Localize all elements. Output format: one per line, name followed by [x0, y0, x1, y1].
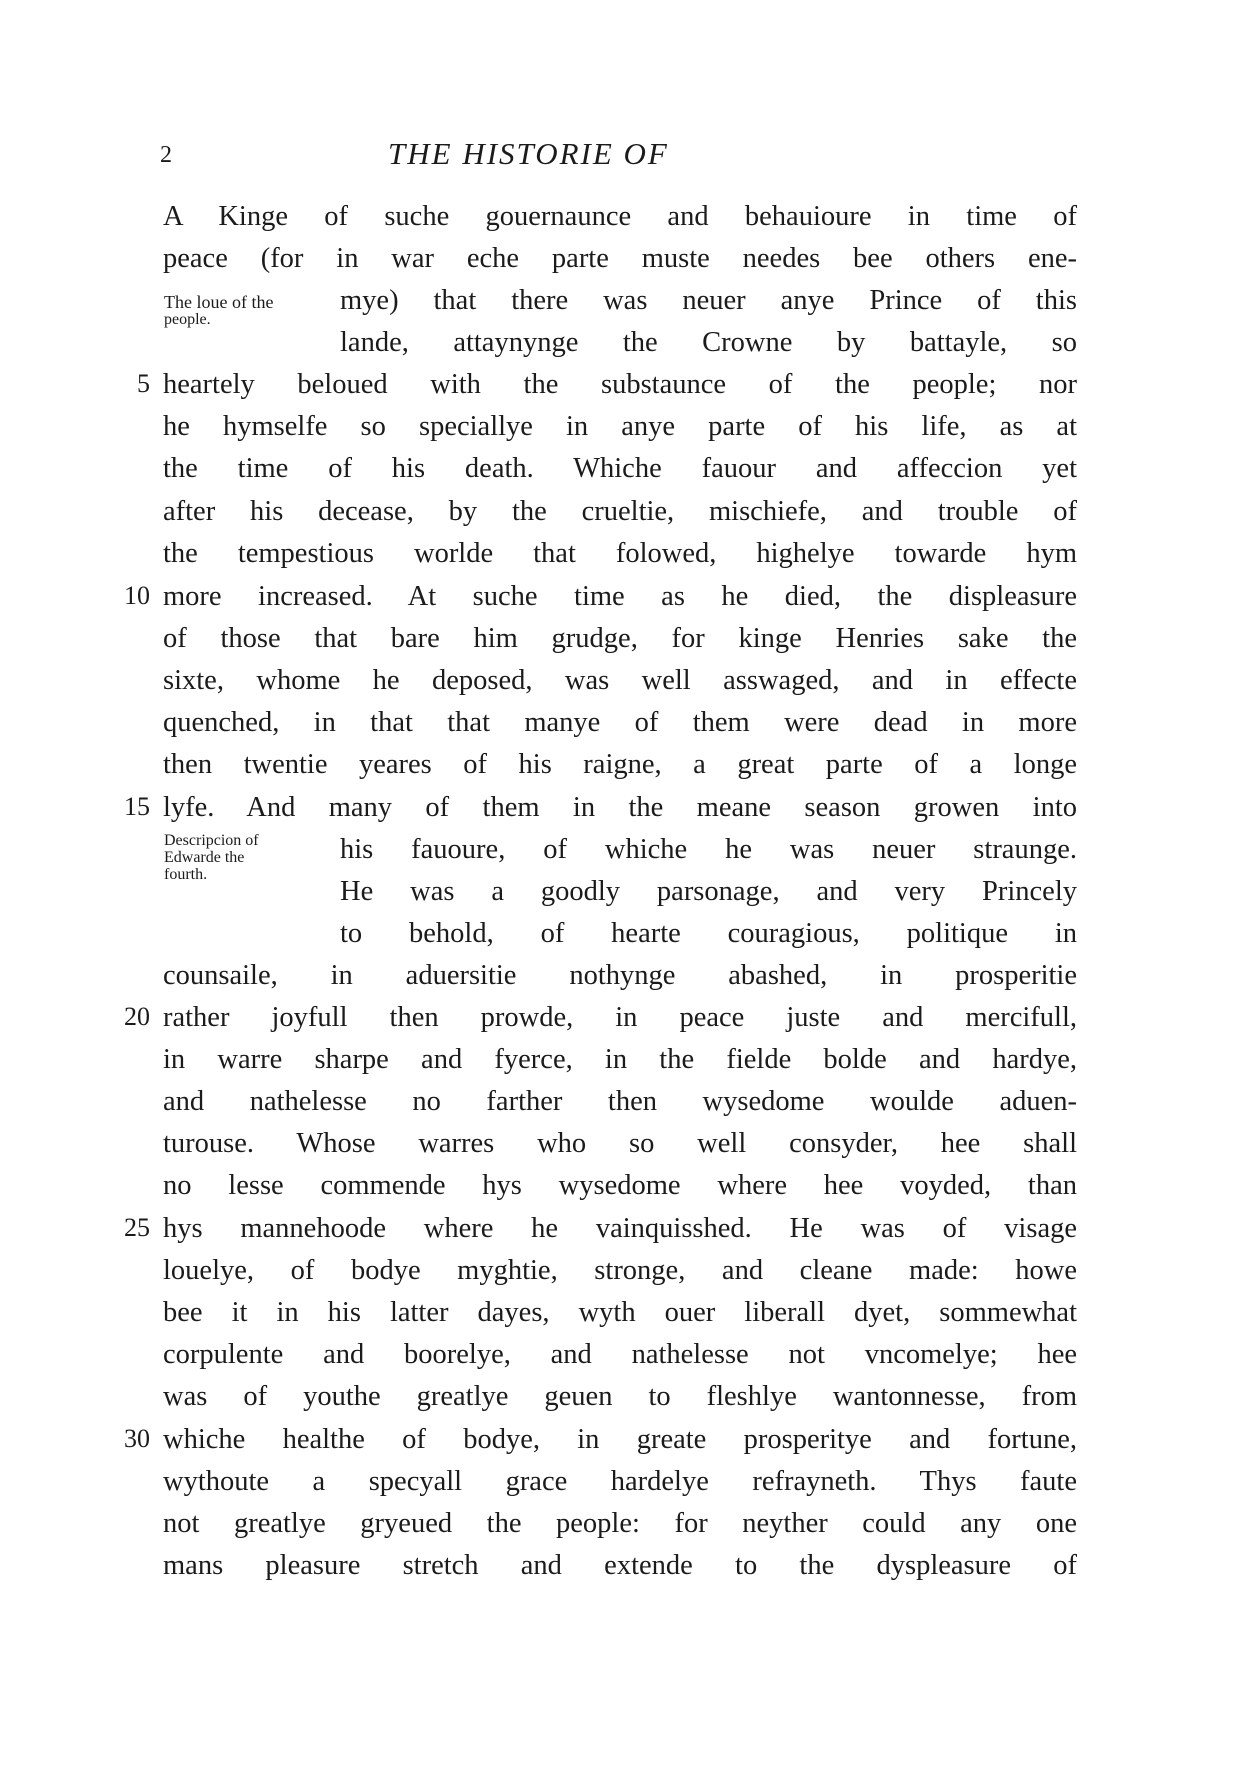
text-line: he hymselfe so speciallye in anye parte of his life, as at: [163, 411, 1077, 442]
page-header: [0, 136, 1259, 180]
text-line: hys mannehoode where he vainquisshed. He was of visage: [163, 1213, 1077, 1244]
line-number: 20: [124, 1002, 150, 1031]
text-line: louelye, of bodye myghtie, stronge, and cleane made: howe: [163, 1255, 1077, 1286]
page-number: 2: [160, 142, 172, 168]
text-line: the tempestious worlde that folowed, highelye towarde hym: [163, 538, 1077, 569]
text-line: after his decease, by the crueltie, mischiefe, and trouble of: [163, 496, 1077, 527]
text-line: of those that bare him grudge, for kinge Henries sake the: [163, 623, 1077, 654]
text-line: mans pleasure stretch and extende to the dyspleasure of: [163, 1550, 1077, 1581]
line-number: 5: [137, 369, 150, 398]
text-line: lyfe. And many of them in the meane season growen into: [163, 792, 1077, 823]
sidenote-description-edward: [164, 832, 259, 883]
text-line: sixte, whome he deposed, was well asswaged, and in effecte: [163, 665, 1077, 696]
sidenote-line: Edwarde the: [164, 849, 245, 866]
text-line: to behold, of hearte couragious, politique in: [340, 918, 1077, 949]
text-line: no lesse commende hys wysedome where hee voyded, than: [163, 1170, 1077, 1201]
text-line: heartely beloued with the substaunce of the people; nor: [163, 369, 1077, 400]
text-line: wythoute a specyall grace hardelye refrayneth. Thys faute: [163, 1466, 1077, 1497]
text-line: and nathelesse no farther then wysedome woulde aduen-: [163, 1086, 1077, 1117]
text-line: He was a goodly parsonage, and very Princely: [340, 876, 1077, 907]
text-line: A Kinge of suche gouernaunce and behauioure in time of: [163, 201, 1077, 232]
text-line: was of youthe greatlye geuen to fleshlye wantonnesse, from: [163, 1381, 1077, 1412]
text-line: then twentie yeares of his raigne, a great parte of a longe: [163, 749, 1077, 780]
text-line: more increased. At suche time as he died, the displeasure: [163, 581, 1077, 612]
sidenote-line: The loue of the: [164, 292, 274, 312]
text-line: mye) that there was neuer anye Prince of this: [340, 285, 1077, 316]
text-line: not greatlye gryeued the people: for neyther could any one: [163, 1508, 1077, 1539]
text-line: the time of his death. Whiche fauour and affeccion yet: [163, 453, 1077, 484]
text-line: lande, attaynynge the Crowne by battayle, so: [340, 327, 1077, 358]
line-number: 25: [124, 1213, 150, 1242]
sidenote-line: fourth.: [164, 866, 208, 883]
text-line: in warre sharpe and fyerce, in the fielde bolde and hardye,: [163, 1044, 1077, 1075]
line-number: 30: [124, 1424, 150, 1453]
text-line: bee it in his latter dayes, wyth ouer liberall dyet, sommewhat: [163, 1297, 1077, 1328]
text-line: whiche healthe of bodye, in greate prosperitye and fortune,: [163, 1424, 1077, 1455]
text-line: corpulente and boorelye, and nathelesse not vncomelye; hee: [163, 1339, 1077, 1370]
sidenote-line: people.: [164, 311, 211, 328]
text-line: rather joyfull then prowde, in peace juste and mercifull,: [163, 1002, 1077, 1033]
sidenote-love-of-people: [164, 294, 273, 328]
text-line: quenched, in that that manye of them were dead in more: [163, 707, 1077, 738]
text-line: turouse. Whose warres who so well consyder, hee shall: [163, 1128, 1077, 1159]
sidenote-line: Descripcion of: [164, 832, 259, 849]
running-title: THE HISTORIE OF: [388, 136, 669, 171]
line-number: 10: [124, 581, 150, 610]
text-line: counsaile, in aduersitie nothynge abashed, in prosperitie: [163, 960, 1077, 991]
text-line: peace (for in war eche parte muste needes bee others ene-: [163, 243, 1077, 274]
text-line: his fauoure, of whiche he was neuer straunge.: [340, 834, 1077, 865]
line-number: 15: [124, 792, 150, 821]
